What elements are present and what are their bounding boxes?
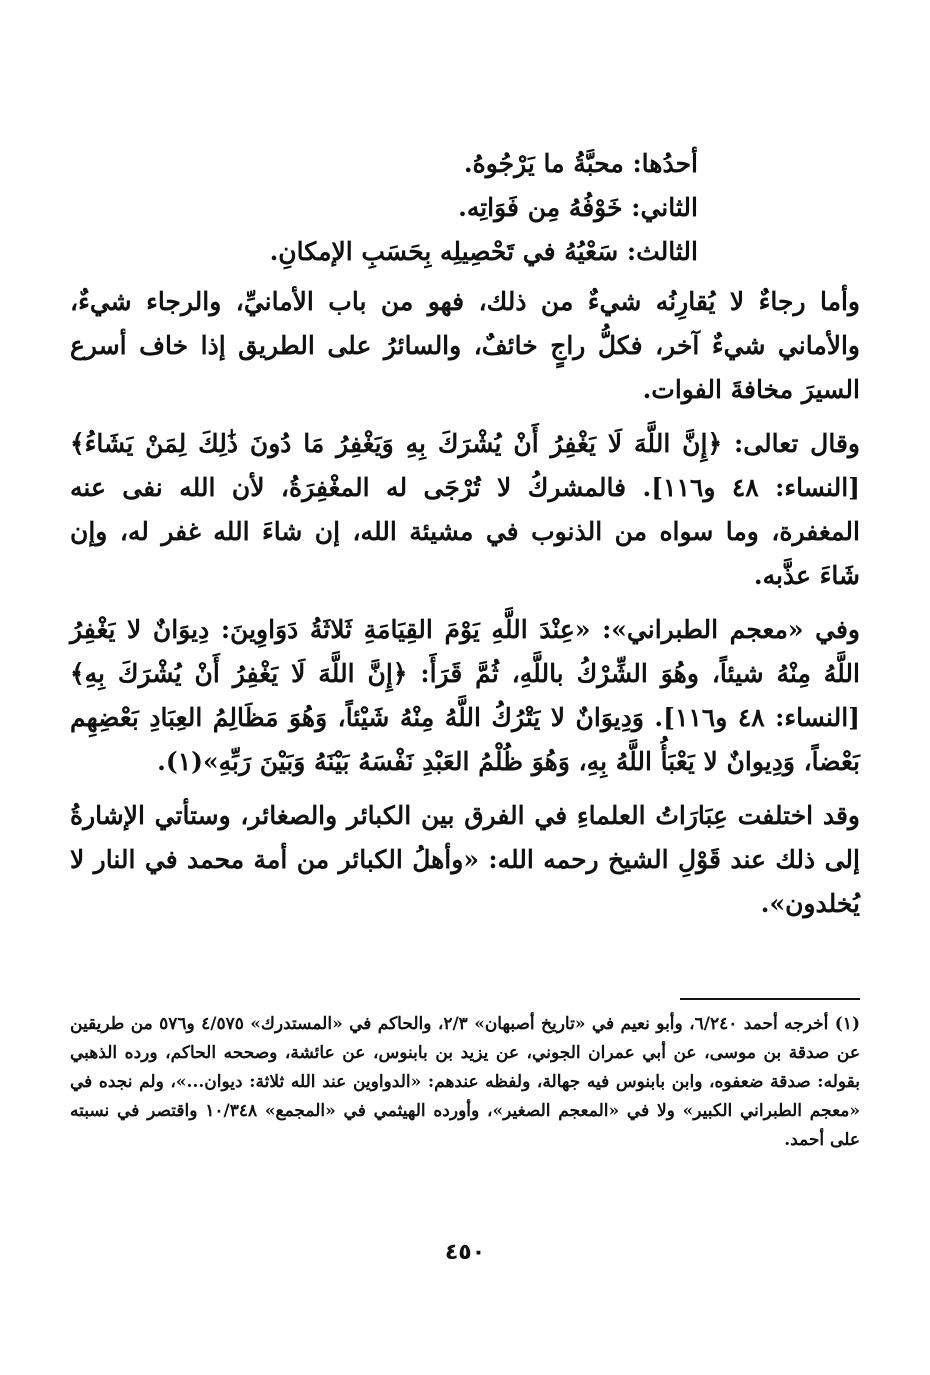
paragraph-major-minor-sins: وقد اختلفت عِبَارَاتُ العلماءِ في الفرق بين الكبائر والصغائر، وستأتي الإشارةُ إلى ذلك عند قَوْلِ الشيخ رحمه الله: «وأهلُ الكبائر من أمة محمد في النار لا يُخلدون». xyxy=(70,801,860,918)
page-number: ٤٥٠ xyxy=(444,1240,486,1265)
footnote-text: (١) أخرجه أحمد ٦/٢٤٠، وأبو نعيم في «تاريخ أصبهان» ٢/٣، والحاكم في «المستدرك» ٤/٥٧٥ و٥٧٦ من طريقين عن صدقة بن موسى، عن أبي عمران الجوني، عن يزيد بن بابنوس، عن عائشة، وصححه الحاكم، ورده الذهبي بقوله: صدقة ضعفوه، وابن بابنوس فيه جهالة، ولفظه عندهم: «الدواوين عند الله ثلاثة: ديوان...»، ولم نجده في «معجم الطبراني الكبير» ولا في «المعجم الصغير»، وأورده الهيثمي في «المجمع» ١٠/٣٤٨ واقتصر في نسبته على أحمد. xyxy=(70,1014,861,1150)
line-second: الثاني: خَوْفُهُ مِن فَوَاتِه. xyxy=(458,193,698,222)
paragraph-verse: وقال تعالى: ﴿إِنَّ اللَّهَ لَا يَغْفِرُ أَنْ يُشْرَكَ بِهِ وَيَغْفِرُ مَا دُونَ ذَٰلِكَ لِمَنْ يَشَاءُ﴾ [النساء: ٤٨ و١١٦]. فالمشركُ لا تُرْجَى له المغْفِرَةُ، لأن الله نفى عنه المغفرة، وما سواه من الذنوب في مشيئة الله، إن شاءَ الله غفر له، وإن شَاءَ عذَّبه. xyxy=(70,429,860,590)
main-text xyxy=(70,280,860,936)
paragraph-hope: وأما رجاءٌ لا يُقارِنُه شيءٌ من ذلك، فهو من باب الأمانيِّ، والرجاء شيءٌ، والأماني شيءٌ آخر، فكلُّ راجٍ خائفٌ، والسائرُ على الطريق إذا خاف أسرع السيرَ مخافةَ الفوات. xyxy=(70,287,860,404)
enumerated-lines xyxy=(228,142,698,274)
paragraph-tabarani: وفي «معجم الطبراني»: «عِنْدَ اللَّهِ يَوْمَ القِيَامَةِ ثَلاثَةُ دَوَاوِينَ: دِيوَانٌ لا يَغْفِرُ اللَّهُ مِنْهُ شيئاً، وهُوَ الشِّرْكُ باللَّهِ، ثُمَّ قَرَأَ: ﴿إِنَّ اللَّهَ لَا يَغْفِرُ أَنْ يُشْرَكَ بِهِ﴾ [النساء: ٤٨ و١١٦]. وَدِيوَانٌ لا يَتْرُكُ اللَّهُ مِنْهُ شَيْئاً، وَهُوَ مَظَالِمُ العِبَادِ بَعْضِهِم بَعْضاً، وَدِيوانٌ لا يَعْبَأُ اللَّهُ بِهِ، وَهُوَ ظُلْمُ العَبْدِ نَفْسَهُ بَيْنَهُ وَبَيْنَ رَبِّهِ»(١). xyxy=(70,615,860,776)
line-third: الثالث: سَعْيُهُ في تَحْصِيلِه بِحَسَبِ الإمكانِ. xyxy=(269,237,698,266)
footnote-divider xyxy=(680,998,860,1000)
line-first: أحدُها: محبَّةُ ما يَرْجُوهُ. xyxy=(463,149,698,178)
